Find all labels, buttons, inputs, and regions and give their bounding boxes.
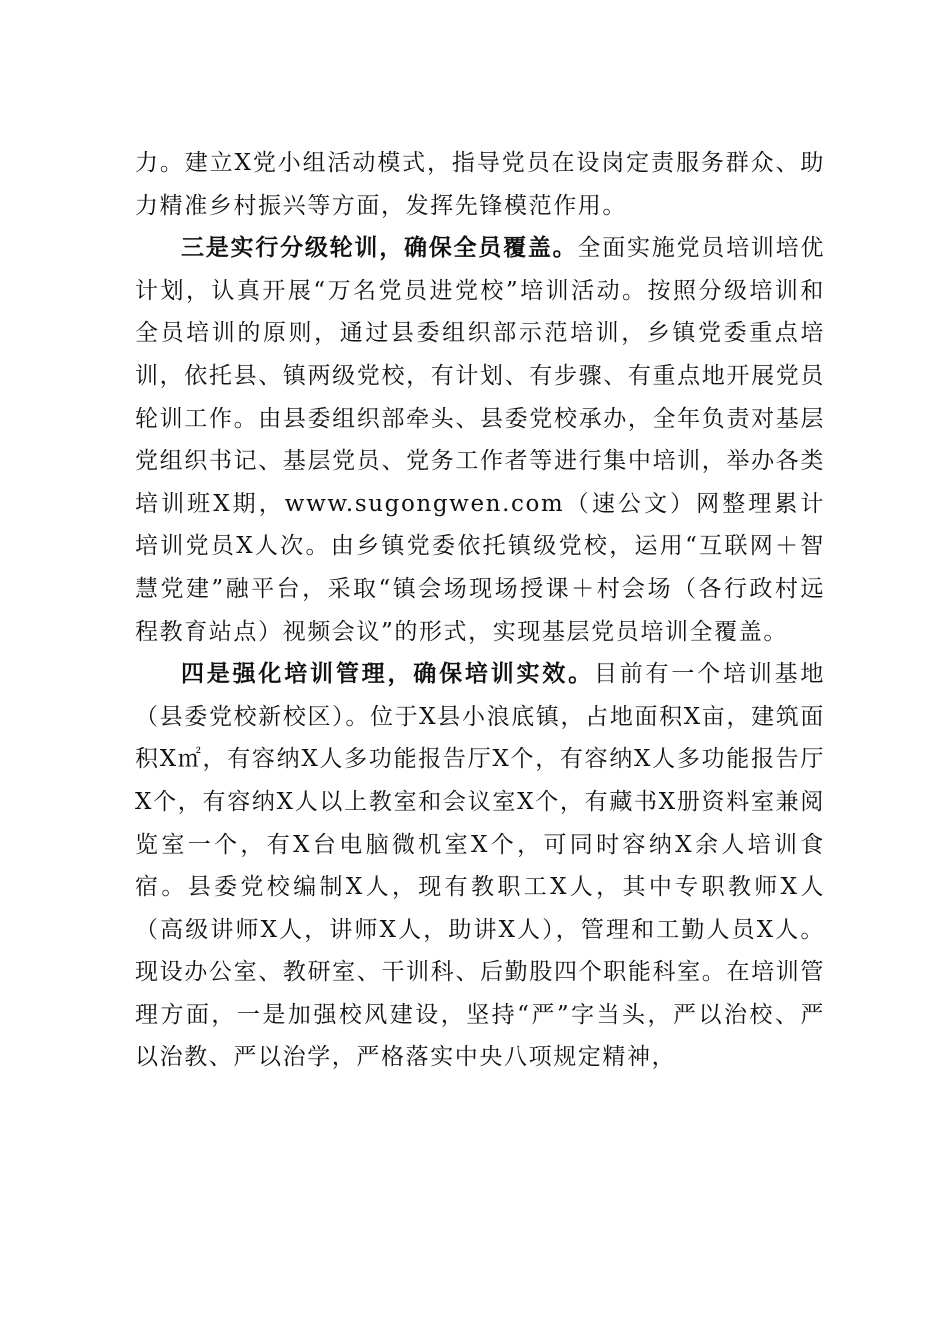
- paragraph-graded-training: [135, 227, 825, 653]
- document-body: [135, 142, 825, 1079]
- paragraph-text: 目前有一个培训基地（县委党校新校区）。位于X县小浪底镇，占地面积X亩，建筑面积X㎡，有容纳X人多功能报告厅X个，有容纳X人多功能报告厅X个，有容纳X人以上教室和会议室X个，有藏书X册资料室兼阅览室一个，有X台电脑微机室X个，可同时容纳X余人培训食宿。县委党校编制X人，现有教职工X人，其中专职教师X人（高级讲师X人，讲师X人，助讲X人），管理和工勤人员X人。现设办公室、教研室、干训科、后勤股四个职能科室。在培训管理方面，一是加强校风建设，坚持“严”字当头，严以治校、严以治教、严以治学，严格落实中央八项规定精神，: [135, 661, 825, 1071]
- paragraph-heading: 四是强化培训管理，确保培训实效。: [181, 660, 594, 688]
- paragraph-heading: 三是实行分级轮训，确保全员覆盖。: [181, 234, 578, 262]
- paragraph-text: 力。建立X党小组活动模式，指导党员在设岗定责服务群众、助力精准乡村振兴等方面，发挥先锋模范作用。: [135, 150, 825, 219]
- paragraph-training-management: [135, 653, 825, 1079]
- paragraph-text: 全面实施党员培训培优计划，认真开展“万名党员进党校”培训活动。按照分级培训和全员培训的原则，通过县委组织部示范培训，乡镇党委重点培训，依托县、镇两级党校，有计划、有步骤、有重点地开展党员轮训工作。由县委组织部牵头、县委党校承办，全年负责对基层党组织书记、基层党员、党务工作者等进行集中培训，举办各类培训班X期，www.sugongwen.com（速公文）网整理累计培训党员X人次。由乡镇党委依托镇级党校，运用“互联网＋智慧党建”融平台，采取“镇会场现场授课＋村会场（各行政村远程教育站点）视频会议”的形式，实现基层党员培训全覆盖。: [135, 235, 826, 645]
- paragraph-continuation: [135, 142, 825, 227]
